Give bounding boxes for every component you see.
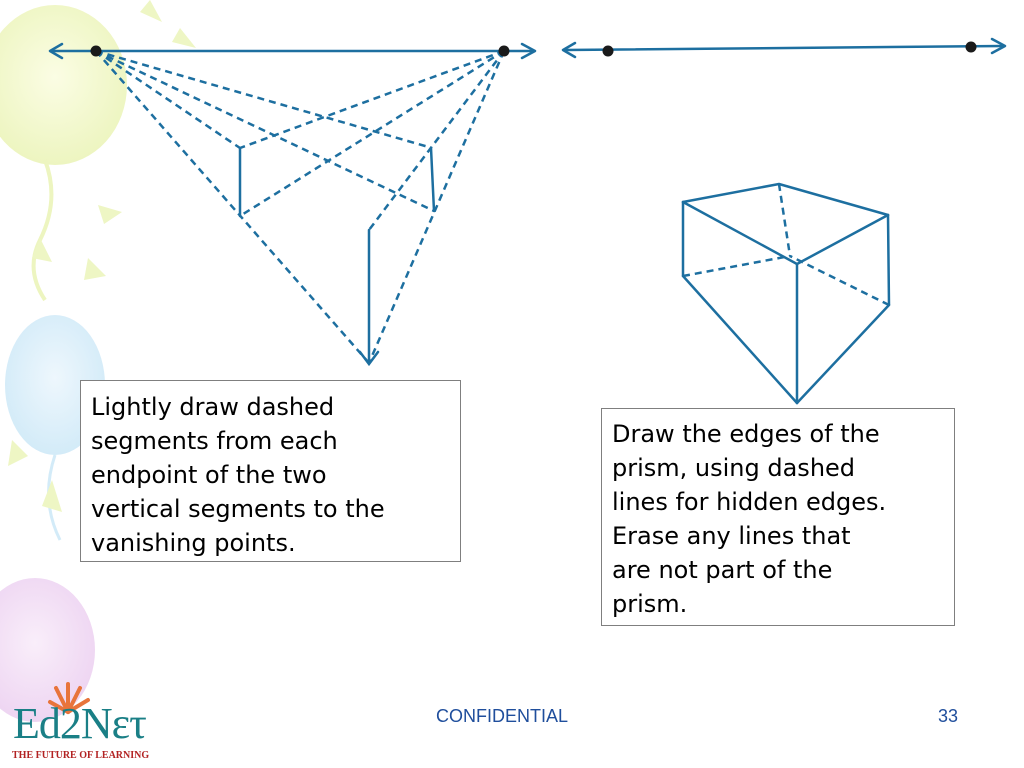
caption-line: vertical segments to the	[91, 495, 385, 523]
caption-line: Lightly draw dashed	[91, 393, 335, 421]
ed2net-logo	[10, 676, 175, 764]
caption-line: are not part of the	[612, 556, 833, 584]
caption-line: Erase any lines that	[612, 522, 851, 550]
caption-line: prism.	[612, 590, 688, 618]
caption-line: segments from each	[91, 427, 338, 455]
horizon-line-right	[565, 46, 1002, 50]
logo-tagline: THE FUTURE OF LEARNING	[12, 750, 150, 761]
right-diagram	[563, 39, 1005, 403]
construction-lines	[96, 51, 504, 363]
caption-line: Draw the edges of the	[612, 420, 880, 448]
caption-line: prism, using dashed	[612, 454, 856, 482]
instruction-caption-left	[80, 380, 461, 562]
vanishing-point-right	[966, 42, 977, 53]
page-number: 33	[938, 706, 959, 726]
confidential-label: CONFIDENTIAL	[436, 706, 569, 726]
instruction-caption-right	[601, 408, 955, 626]
caption-line: endpoint of the two	[91, 461, 327, 489]
balloon-decoration	[0, 0, 196, 722]
vanishing-point-left	[91, 46, 102, 57]
logo-wordmark: Ed2Nετ	[13, 699, 146, 748]
prism-visible-edges	[683, 184, 889, 403]
prism-hidden-edges	[683, 184, 889, 305]
vanishing-point-left	[603, 46, 614, 57]
caption-line: vanishing points.	[91, 529, 296, 557]
vanishing-point-right	[499, 46, 510, 57]
caption-line: lines for hidden edges.	[612, 488, 887, 516]
